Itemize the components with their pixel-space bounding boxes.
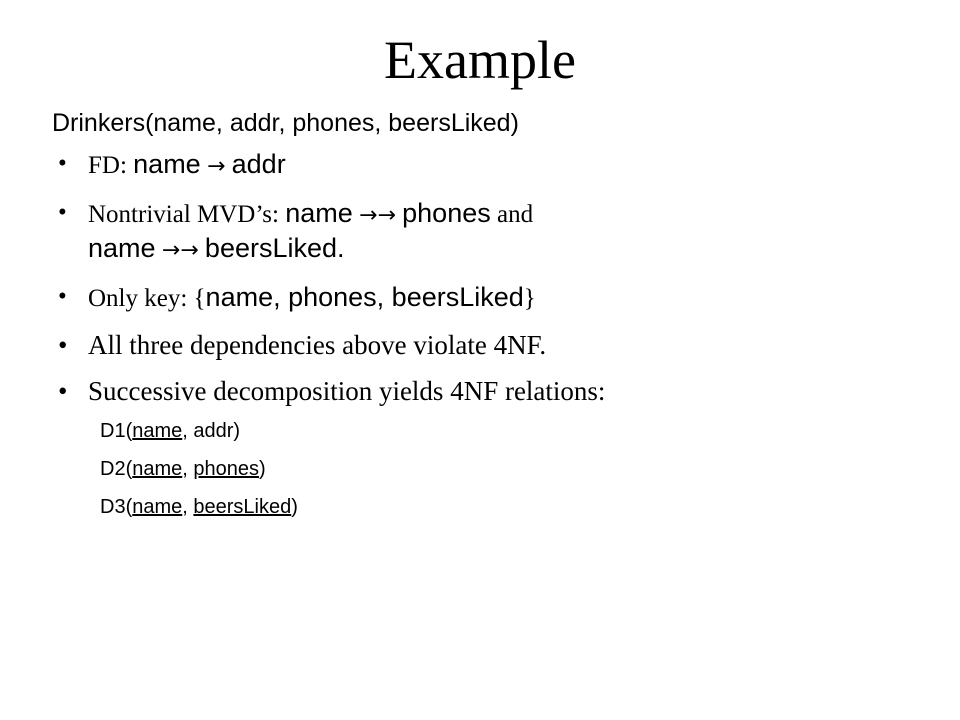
mvd-arrow-2: →→: [161, 238, 199, 263]
mvd-conj: and: [490, 201, 534, 228]
key-prefix: Only key:: [88, 285, 194, 312]
relation-key-attr: phones: [193, 458, 260, 480]
bullet-dot: •: [58, 330, 68, 360]
relation-item: [100, 418, 298, 456]
mvd-prefix: Nontrivial MVD’s:: [88, 201, 286, 228]
relation-item: [100, 494, 298, 532]
fd-arrow: →: [206, 154, 226, 179]
mvd-lhs2: name: [88, 233, 156, 263]
bullet-list: [52, 148, 605, 421]
relation-key-attr: beersLiked: [193, 496, 292, 518]
bullet-dot: •: [58, 376, 68, 406]
fd-lhs: name: [133, 149, 201, 179]
relation-close: ): [259, 458, 266, 480]
mvd-rhs1: phones: [402, 198, 491, 228]
decomposition-text: Successive decomposition yields 4NF relations:: [88, 376, 606, 406]
bullet-dot: •: [58, 283, 67, 310]
relation-item: [100, 456, 298, 494]
relation-close: ): [233, 420, 241, 442]
mvd-period: .: [337, 233, 345, 263]
bullet-mvd: [52, 197, 605, 267]
relation-key-attr: name: [132, 496, 183, 518]
key-content: name, phones, beersLiked: [205, 282, 524, 312]
key-close-brace: }: [523, 285, 536, 312]
relation-sep: ,: [182, 420, 194, 442]
relation-sep: ,: [182, 458, 194, 480]
relation-key-attr: name: [132, 420, 183, 442]
bullet-decomposition: [52, 375, 605, 407]
relation-name: D3(: [100, 496, 133, 518]
slide-title: Example: [384, 30, 576, 90]
relation-attr: addr: [193, 420, 234, 442]
mvd-lhs1: name: [285, 198, 353, 228]
relation-name: D2(: [100, 458, 133, 480]
violate-text: All three dependencies above violate 4NF.: [88, 330, 547, 360]
relation-key-attr: name: [132, 458, 183, 480]
bullet-fd: [52, 148, 605, 183]
relation-schema: Drinkers(name, addr, phones, beersLiked): [52, 109, 519, 137]
bullet-dot: •: [58, 199, 67, 226]
bullet-violate: [52, 329, 605, 361]
relation-close: ): [291, 496, 298, 518]
bullet-dot: •: [58, 150, 67, 177]
mvd-arrow-1: →→: [359, 203, 396, 228]
relation-name: D1(: [100, 420, 133, 442]
relation-sep: ,: [182, 496, 194, 518]
fd-prefix: FD:: [88, 152, 134, 179]
relations-list: [100, 418, 298, 532]
mvd-rhs2: beersLiked: [204, 233, 338, 263]
bullet-key: [52, 281, 605, 315]
fd-rhs: addr: [231, 149, 286, 179]
key-open-brace: {: [193, 285, 206, 312]
